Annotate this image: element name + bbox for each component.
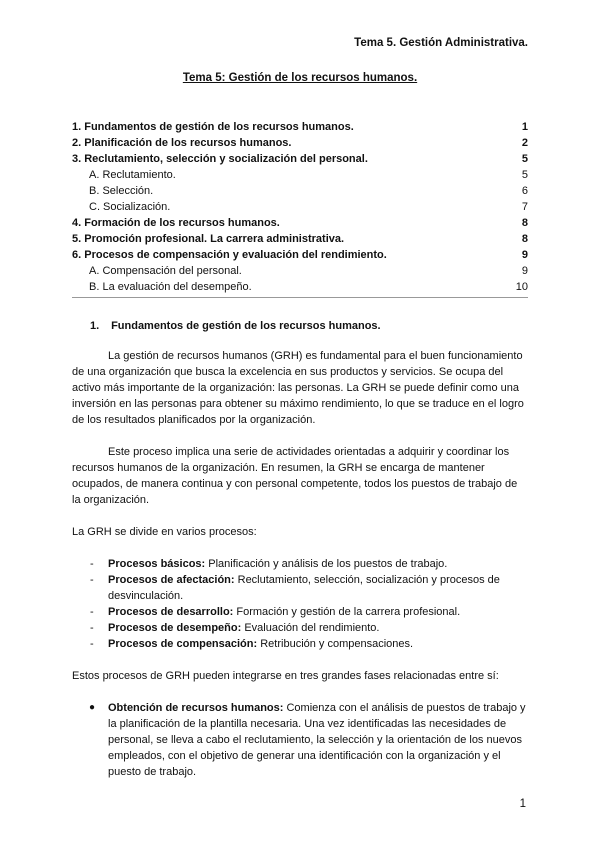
toc-entry-label: B. Selección. — [89, 185, 154, 197]
toc-entry-page: 5 — [521, 169, 528, 181]
toc-entry-label: 4. Formación de los recursos humanos. — [72, 217, 280, 229]
toc-entry[interactable] — [72, 247, 528, 263]
toc-entry-page: 5 — [521, 153, 528, 165]
dash-marker: - — [90, 558, 94, 570]
list-item-desc: Reclutamiento, selección, socialización y procesos de desvinculación. — [108, 574, 500, 602]
toc-entry-label: C. Socialización. — [89, 201, 171, 213]
table-of-contents — [72, 119, 528, 295]
toc-subentry[interactable] — [72, 279, 528, 295]
toc-entry-page: 8 — [521, 217, 528, 229]
page-number: 1 — [519, 798, 526, 810]
toc-entry-label: A. Reclutamiento. — [89, 169, 176, 181]
paragraph: La GRH se divide en varios procesos: — [72, 526, 257, 538]
bullet-marker: ● — [89, 702, 96, 713]
list-item-term: Procesos de afectación: — [108, 574, 235, 586]
list-item-term: Obtención de recursos humanos: — [108, 702, 284, 714]
toc-entry[interactable] — [72, 119, 528, 135]
toc-entry-page: 1 — [521, 121, 528, 133]
dash-marker: - — [90, 606, 94, 618]
running-header: Tema 5. Gestión Administrativa. — [354, 37, 528, 49]
toc-subentry[interactable] — [72, 183, 528, 199]
paragraph: Estos procesos de GRH pueden integrarse en tres grandes fases relacionadas entre sí: — [72, 670, 499, 682]
list-item-term: Procesos de desarrollo: — [108, 606, 234, 618]
dash-marker: - — [90, 574, 94, 586]
dash-marker: - — [90, 638, 94, 650]
paragraph: La gestión de recursos humanos (GRH) es fundamental para el buen funcionamiento de una organización que busca la excelencia en sus productos y servicios. Se ocupa del activo más importante de la organización: las personas. La GRH se puede definir como una inversión en las personas para obtener su máximo rendimiento, lo que se traduce en el logro de los resultados planificados por la organización. — [72, 350, 524, 426]
paragraph: Este proceso implica una serie de actividades orientadas a adquirir y coordinar los recursos humanos de la organización. En resumen, la GRH se encarga de mantener ocupados, de manera continua y con personal competente, todos los puestos de trabajo de la organización. — [72, 446, 518, 506]
toc-entry-page: 6 — [521, 185, 528, 197]
list-item — [72, 572, 528, 604]
toc-subentry[interactable] — [72, 167, 528, 183]
toc-entry-label: 1. Fundamentos de gestión de los recursos humanos. — [72, 121, 354, 133]
phase-list — [72, 700, 528, 780]
process-list — [72, 556, 528, 652]
toc-entry-page: 7 — [521, 201, 528, 213]
toc-entry-page: 8 — [521, 233, 528, 245]
document-title: Tema 5: Gestión de los recursos humanos. — [182, 72, 418, 84]
list-item-term: Procesos básicos: — [108, 558, 206, 570]
dash-marker: - — [90, 622, 94, 634]
list-item-desc: Retribución y compensaciones. — [257, 638, 414, 650]
toc-divider — [72, 297, 528, 298]
toc-entry-label: 6. Procesos de compensación y evaluación del rendimiento. — [72, 249, 387, 261]
toc-subentry[interactable] — [72, 199, 528, 215]
toc-entry-label: 5. Promoción profesional. La carrera administrativa. — [72, 233, 345, 245]
section-number: 1. — [90, 320, 100, 332]
toc-entry-label: 2. Planificación de los recursos humanos. — [72, 137, 292, 149]
toc-subentry[interactable] — [72, 263, 528, 279]
list-item — [72, 604, 528, 620]
toc-entry[interactable] — [72, 151, 528, 167]
toc-entry-page: 9 — [521, 265, 528, 277]
section-1 — [72, 318, 528, 780]
list-item-desc: Formación y gestión de la carrera profesional. — [233, 606, 461, 618]
toc-entry[interactable] — [72, 215, 528, 231]
list-item — [72, 556, 528, 572]
toc-entry-label: B. La evaluación del desempeño. — [89, 281, 252, 293]
list-item-desc: Evaluación del rendimiento. — [241, 622, 380, 634]
toc-entry[interactable] — [72, 135, 528, 151]
list-item — [72, 700, 528, 780]
toc-entry-page: 2 — [521, 137, 528, 149]
toc-entry-page: 9 — [521, 249, 528, 261]
list-item — [72, 636, 528, 652]
section-heading — [72, 318, 528, 334]
toc-entry-page: 10 — [515, 281, 528, 293]
section-heading-text: Fundamentos de gestión de los recursos humanos. — [111, 320, 381, 332]
toc-entry-label: A. Compensación del personal. — [89, 265, 242, 277]
toc-entry[interactable] — [72, 231, 528, 247]
toc-entry-label: 3. Reclutamiento, selección y socialización del personal. — [72, 153, 368, 165]
list-item — [72, 620, 528, 636]
list-item-term: Procesos de desempeño: — [108, 622, 242, 634]
list-item-desc: Planificación y análisis de los puestos de trabajo. — [205, 558, 448, 570]
list-item-desc: Comienza con el análisis de puestos de trabajo y la planificación de la plantilla necesaria. Una vez identificadas las necesidades de personal, se lleva a cabo el reclutamiento, la selección y la orientación de los nuevos empleados, con el objetivo de generar una identificación con la organización y el puesto de trabajo. — [108, 702, 526, 778]
list-item-term: Procesos de compensación: — [108, 638, 258, 650]
